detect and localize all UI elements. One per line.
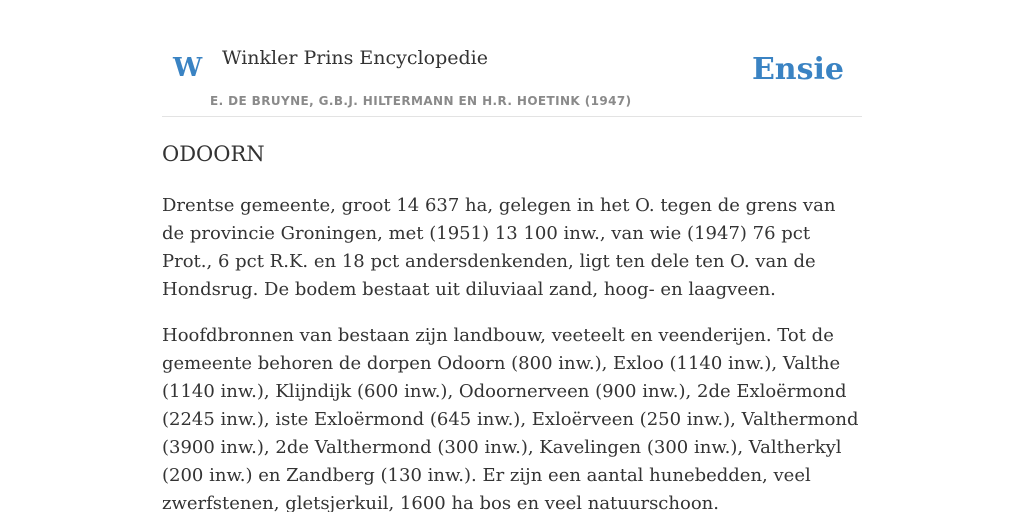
authors-line: E. DE BRUYNE, G.B.J. HILTERMANN EN H.R. HOETINK (1947) <box>210 94 632 108</box>
page-title: ODOORN <box>162 142 265 166</box>
article-paragraph: Hoofdbronnen van bestaan zijn landbouw, veeteelt en veenderijen. Tot de gemeente behoren de dorpen Odoorn (800 inw.), Exloo (1140 inw.), Valthe (1140 inw.), Klijndijk (600 inw.), Odoornerveen (900 inw.), 2de Exloërmond (2245 inw.), iste Exloërmond (645 inw.), Exloërveen (250 inw.), Valthermond (3900 inw.), 2de Valthermond (300 inw.), Kavelingen (300 inw.), Valtherkyl (200 inw.) en Zandberg (130 inw.). Er zijn een aantal hunebedden, veel zwerfstenen, gletsjerkuil, 1600 ha bos en veel natuurschoon. <box>162 325 859 512</box>
ensie-logo[interactable]: Ensie <box>751 52 844 87</box>
article-paragraph: Drentse gemeente, groot 14 637 ha, gelegen in het O. tegen de grens van de provincie Groningen, met (1951) 13 100 inw., van wie (1947) 76 pct Prot., 6 pct R.K. en 18 pct andersdenkenden, ligt ten dele ten O. van de Hondsrug. De bodem bestaat uit diluviaal zand, hoog- en laagveen. <box>162 195 836 300</box>
article <box>162 138 862 512</box>
logo-w-icon[interactable]: W <box>173 53 203 83</box>
site-header <box>162 0 862 117</box>
site-title[interactable]: Winkler Prins Encyclopedie <box>222 47 488 69</box>
